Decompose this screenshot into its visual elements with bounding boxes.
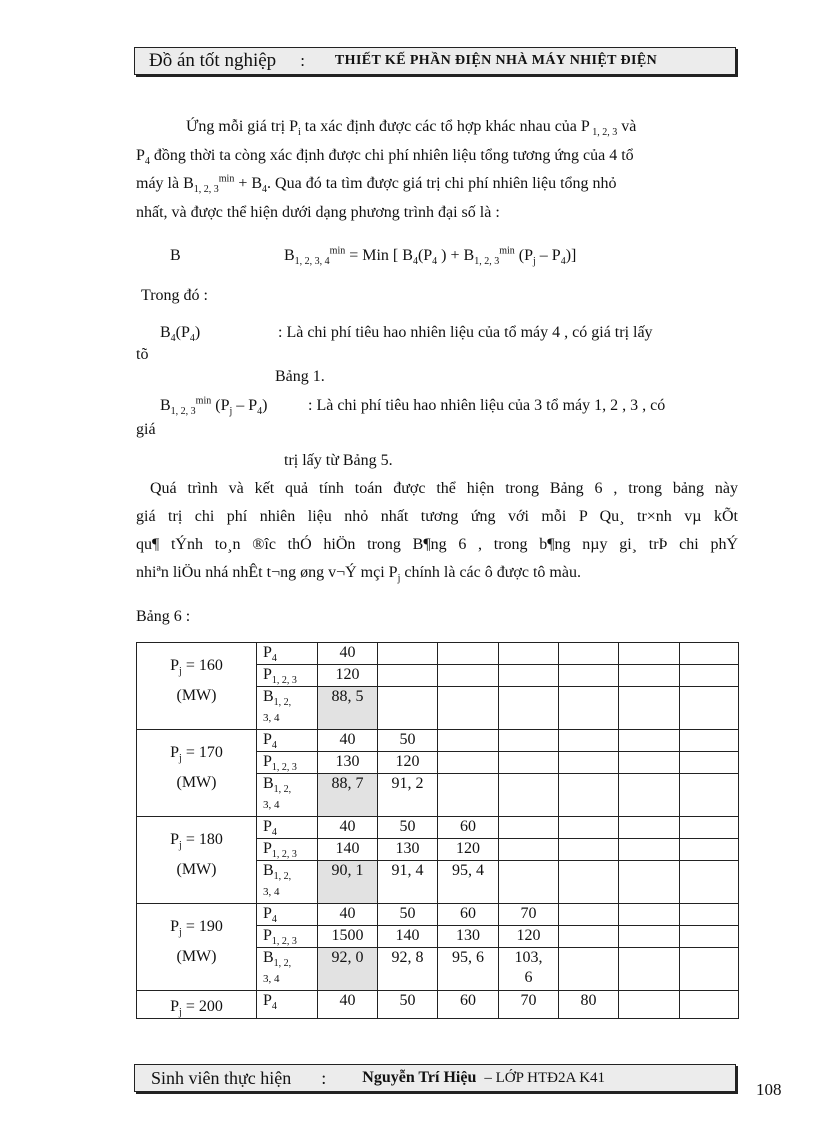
def2-description: : Là chi phí tiêu hao nhiên liệu của 3 tổ máy 1, 2 , 3 , có xyxy=(308,397,666,414)
cell-p123 xyxy=(499,752,559,774)
cell-b xyxy=(619,948,680,991)
para2-line4: nhiªn liÖu nhá nhÊt t¬ng øng v¬Ý mçi $P_j$ chính là các ô được tô màu. xyxy=(136,564,581,585)
page-header xyxy=(134,47,736,75)
table-caption: Bảng 6 : xyxy=(136,608,191,625)
def1-description: : Là chi phí tiêu hao nhiên liệu của tổ máy 4 , có giá trị lấy xyxy=(278,324,653,341)
cell-p4 xyxy=(559,817,619,839)
para2-line1: Quá trình và kết quả tính toán được thể hiện trong Bảng 6 , trong bảng này xyxy=(150,480,738,497)
cell-b xyxy=(680,774,739,817)
header-title: THIẾT KẾ PHẦN ĐIỆN NHÀ MÁY NHIỆT ĐIỆN xyxy=(334,53,658,68)
cell-p4: 70 xyxy=(499,904,559,926)
cell-p123 xyxy=(499,665,559,687)
cell-p123 xyxy=(559,665,619,687)
cell-p4: 80 xyxy=(559,991,619,1019)
cell-p4: 60 xyxy=(438,904,499,926)
cell-p123: 120 xyxy=(378,752,438,774)
footer-student-name: Nguyễn Trí Hiệu xyxy=(362,1069,477,1086)
cell-p4: 40 xyxy=(318,904,378,926)
cell-p4: 60 xyxy=(438,991,499,1019)
cell-p123 xyxy=(619,752,680,774)
table-row xyxy=(137,817,739,839)
table-row xyxy=(137,730,739,752)
row-label: $P_4$ xyxy=(257,817,318,839)
row-label: $P_4$ xyxy=(257,904,318,926)
cell-b xyxy=(559,948,619,991)
cell-p4: 50 xyxy=(378,730,438,752)
cell-p123 xyxy=(559,839,619,861)
cell-p123 xyxy=(680,839,739,861)
table-body xyxy=(137,643,739,1019)
cell-p123 xyxy=(438,752,499,774)
cell-p4: 40 xyxy=(318,991,378,1019)
cell-p123: 130 xyxy=(378,839,438,861)
cell-b-min: 92, 0 xyxy=(318,948,378,991)
cell-p123: 120 xyxy=(318,665,378,687)
cell-b xyxy=(499,861,559,904)
cell-b xyxy=(559,687,619,730)
cell-p123 xyxy=(619,665,680,687)
cell-p4 xyxy=(680,991,739,1019)
cell-p123: 130 xyxy=(318,752,378,774)
cell-b: 91, 4 xyxy=(378,861,438,904)
cell-p4 xyxy=(438,643,499,665)
cell-p123 xyxy=(438,665,499,687)
cell-p123: 130 xyxy=(438,926,499,948)
cell-p4 xyxy=(438,730,499,752)
cell-p123 xyxy=(378,665,438,687)
def1-term: $B_4(P_4)$ xyxy=(160,324,201,345)
cell-p4: 50 xyxy=(378,991,438,1019)
header-separator: : xyxy=(300,51,305,70)
para1-line2: $P_4$ đồng thời ta còng xác định được chi phí nhiên liệu tổng tương ứng của 4 tổ xyxy=(136,147,634,168)
row-label: $P_{1, 2, 3}$ xyxy=(257,839,318,861)
row-label: $P_4$ xyxy=(257,643,318,665)
row-label: $P_{1, 2, 3}$ xyxy=(257,752,318,774)
pj-group-label: $P_j = 180$ (MW) xyxy=(137,817,257,904)
para2-line3: qu¶ tÝnh to¸n ®îc thÓ hiÖn trong B¶ng 6 , trong b¶ng nµy gi¸ trÞ chi phÝ xyxy=(136,536,738,553)
footer-separator: : xyxy=(321,1067,327,1088)
cell-b: 95, 6 xyxy=(438,948,499,991)
para1-line1: Ứng mỗi giá trị $P_i$ ta xác định được các tổ hợp khác nhau của P $_{1, 2, 3}$ và xyxy=(186,118,637,139)
row-label: $B_{1, 2,}$ 3, 4 xyxy=(257,774,318,817)
cell-b-min: 90, 1 xyxy=(318,861,378,904)
cell-p4: 50 xyxy=(378,817,438,839)
header-document-type: Đồ án tốt nghiệp xyxy=(149,50,277,71)
row-label: $P_{1, 2, 3}$ xyxy=(257,665,318,687)
row-label: $P_4$ xyxy=(257,991,318,1019)
cell-p4: 40 xyxy=(318,643,378,665)
pj-group-label: $P_j = 170$ (MW) xyxy=(137,730,257,817)
row-label: $B_{1, 2,}$ 3, 4 xyxy=(257,948,318,991)
cell-b xyxy=(438,687,499,730)
cell-p123 xyxy=(680,665,739,687)
row-label: $P_4$ xyxy=(257,730,318,752)
footer-class: – LỚP HTĐ2A K41 xyxy=(484,1069,606,1086)
para1-line4: nhất, và được thể hiện dưới dạng phương trình đại số là : xyxy=(136,204,500,221)
cell-p4 xyxy=(499,817,559,839)
def1-source: Bảng 1. xyxy=(275,368,325,385)
footer-label: Sinh viên thực hiện xyxy=(151,1067,292,1088)
cell-b: 92, 8 xyxy=(378,948,438,991)
page-number: 108 xyxy=(756,1080,782,1099)
row-label: $B_{1, 2,}$ 3, 4 xyxy=(257,687,318,730)
table-6 xyxy=(136,642,739,1019)
cell-b xyxy=(499,774,559,817)
cell-p123: 140 xyxy=(318,839,378,861)
cell-p4 xyxy=(680,817,739,839)
cell-b: 95, 4 xyxy=(438,861,499,904)
cell-b xyxy=(559,861,619,904)
cell-p4 xyxy=(619,904,680,926)
pj-group-label: $P_j = 190$ (MW) xyxy=(137,904,257,991)
cell-p123: 120 xyxy=(499,926,559,948)
cell-b-min: 88, 5 xyxy=(318,687,378,730)
cell-p4 xyxy=(680,730,739,752)
cell-p4 xyxy=(499,643,559,665)
equation-lhs: B xyxy=(170,247,181,264)
cell-b xyxy=(378,687,438,730)
cell-p4 xyxy=(559,904,619,926)
cell-p123 xyxy=(619,926,680,948)
cell-p123 xyxy=(559,926,619,948)
cell-b: 91, 2 xyxy=(378,774,438,817)
equation-rhs: $B_{1, 2, 3, 4}^{min}$ = Min [ $B_4(P_4$ ) + $B_{1, 2, 3}^{min}$ $(P_j - P_4)$] xyxy=(284,245,577,268)
pj-group-label: $P_j = 160$ (MW) xyxy=(137,643,257,730)
cell-b xyxy=(438,774,499,817)
para1-line3: máy là $B_{1, 2, 3}^{min} + B_4$. Qua đó ta tìm được giá trị chi phí nhiên liệu tổng nhỏ xyxy=(136,173,617,196)
cell-p4 xyxy=(378,643,438,665)
cell-p4 xyxy=(559,643,619,665)
cell-p123 xyxy=(499,839,559,861)
table-row xyxy=(137,991,739,1019)
page-footer xyxy=(134,1064,736,1092)
cell-p4: 70 xyxy=(499,991,559,1019)
cell-p123 xyxy=(680,752,739,774)
cell-p4 xyxy=(559,730,619,752)
cell-p4 xyxy=(619,817,680,839)
cell-p4: 60 xyxy=(438,817,499,839)
def1-continuation: tõ xyxy=(136,346,149,363)
def2-source: trị lấy từ Bảng 5. xyxy=(284,452,393,469)
row-label: $P_{1, 2, 3}$ xyxy=(257,926,318,948)
cell-p4 xyxy=(680,904,739,926)
cell-p123: 1500 xyxy=(318,926,378,948)
def2-term: $B_{1, 2, 3}^{min}$ $(P_j - P_4)$ xyxy=(160,395,268,418)
cell-b xyxy=(619,774,680,817)
cell-b xyxy=(559,774,619,817)
cell-b xyxy=(680,687,739,730)
cell-b xyxy=(680,948,739,991)
para2-line2: giá trị chi phí nhiên liệu nhỏ nhất tương ứng với mỗi P Qu¸ tr×nh vµ kÕt xyxy=(136,508,738,525)
cell-p123: 140 xyxy=(378,926,438,948)
cell-b xyxy=(680,861,739,904)
cell-b: 103, 6 xyxy=(499,948,559,991)
cell-p123 xyxy=(680,926,739,948)
cell-b xyxy=(619,687,680,730)
cell-p123: 120 xyxy=(438,839,499,861)
cell-p4: 40 xyxy=(318,817,378,839)
cell-b xyxy=(499,687,559,730)
table-row xyxy=(137,904,739,926)
cell-p4: 50 xyxy=(378,904,438,926)
def2-continuation: giá xyxy=(136,421,156,438)
row-label: $B_{1, 2,}$ 3, 4 xyxy=(257,861,318,904)
cell-b xyxy=(619,861,680,904)
pj-group-label: $P_j = 200$ xyxy=(137,991,257,1019)
cell-p123 xyxy=(619,839,680,861)
cell-p4 xyxy=(619,730,680,752)
cell-p4 xyxy=(619,991,680,1019)
table-row xyxy=(137,643,739,665)
cell-p4 xyxy=(619,643,680,665)
cell-p4 xyxy=(680,643,739,665)
where-label: Trong đó : xyxy=(141,287,208,304)
cell-p123 xyxy=(559,752,619,774)
cell-p4 xyxy=(499,730,559,752)
cell-b-min: 88, 7 xyxy=(318,774,378,817)
cell-p4: 40 xyxy=(318,730,378,752)
